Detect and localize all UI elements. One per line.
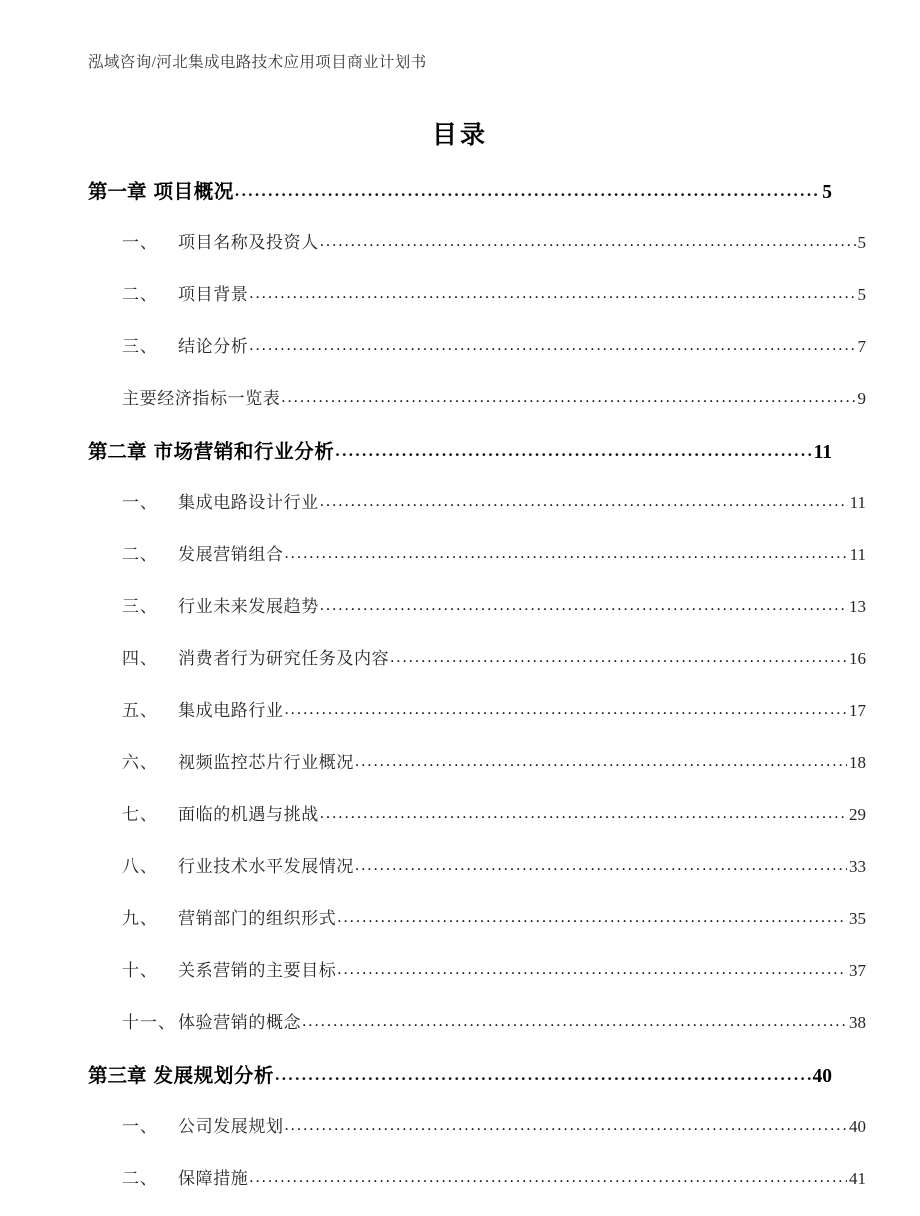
toc-dot-leader xyxy=(320,805,847,823)
toc-entry[interactable] xyxy=(88,228,866,280)
toc-entry[interactable] xyxy=(88,748,866,800)
toc-dot-leader xyxy=(390,649,847,667)
toc-entry[interactable] xyxy=(88,696,866,748)
toc-entry-page-number: 17 xyxy=(849,701,866,720)
toc-entry-label: 营销部门的组织形式 xyxy=(178,909,337,928)
toc-entry-number: 一、 xyxy=(122,233,158,252)
toc-dot-leader xyxy=(320,493,848,511)
toc-entry-page-number: 18 xyxy=(849,753,866,772)
table-of-contents xyxy=(88,176,866,1216)
toc-entry-page-number: 5 xyxy=(857,233,866,252)
toc-entry[interactable] xyxy=(88,956,866,1008)
running-header: 泓域咨询/河北集成电路技术应用项目商业计划书 xyxy=(88,54,427,71)
toc-entry-page-number: 13 xyxy=(849,597,866,616)
toc-entry-label: 集成电路设计行业 xyxy=(178,493,319,512)
toc-dot-leader xyxy=(355,753,847,771)
toc-dot-leader xyxy=(249,337,855,355)
toc-entry-number: 二、 xyxy=(122,1169,158,1188)
toc-entry-label: 公司发展规划 xyxy=(178,1117,284,1136)
toc-entry-number: 十一、 xyxy=(122,1013,176,1032)
toc-dot-leader xyxy=(285,545,848,563)
toc-entry-label: 面临的机遇与挑战 xyxy=(178,805,319,824)
toc-entry[interactable] xyxy=(88,1060,832,1112)
toc-entry-page-number: 29 xyxy=(849,805,866,824)
toc-dot-leader xyxy=(281,389,855,407)
toc-dot-leader xyxy=(285,701,847,719)
toc-entry-label: 项目背景 xyxy=(178,285,249,304)
toc-entry[interactable] xyxy=(88,1112,866,1164)
toc-entry-number: 三、 xyxy=(122,337,158,356)
toc-entry-number: 三、 xyxy=(122,597,158,616)
toc-entry[interactable] xyxy=(88,176,832,228)
toc-dot-leader xyxy=(249,285,855,303)
toc-entry-number: 七、 xyxy=(122,805,158,824)
toc-entry[interactable] xyxy=(88,488,866,540)
toc-dot-leader xyxy=(275,1065,810,1085)
toc-entry-number: 二、 xyxy=(122,545,158,564)
toc-entry-number: 第三章 xyxy=(88,1066,147,1087)
toc-entry-label: 主要经济指标一览表 xyxy=(122,389,281,408)
toc-entry-number: 四、 xyxy=(122,649,158,668)
toc-entry-number: 一、 xyxy=(122,493,158,512)
toc-entry[interactable] xyxy=(88,800,866,852)
toc-entry-label: 行业技术水平发展情况 xyxy=(178,857,354,876)
toc-entry-label: 视频监控芯片行业概况 xyxy=(178,753,354,772)
toc-entry-page-number: 5 xyxy=(857,285,866,304)
toc-entry-number: 第二章 xyxy=(88,442,147,463)
toc-dot-leader xyxy=(320,233,856,251)
toc-entry-label: 行业未来发展趋势 xyxy=(178,597,319,616)
toc-entry[interactable] xyxy=(88,592,866,644)
toc-dot-leader xyxy=(337,909,847,927)
toc-entry-page-number: 9 xyxy=(857,389,866,408)
toc-entry[interactable] xyxy=(88,280,866,332)
toc-entry-label: 集成电路行业 xyxy=(178,701,284,720)
toc-entry-label: 项目概况 xyxy=(153,182,234,203)
page-title: 目录 xyxy=(431,122,488,149)
toc-dot-leader xyxy=(285,1117,847,1135)
toc-entry-label: 保障措施 xyxy=(178,1169,249,1188)
toc-entry-page-number: 7 xyxy=(857,337,866,356)
toc-entry-label: 市场营销和行业分析 xyxy=(153,442,335,463)
toc-entry-label: 发展规划分析 xyxy=(153,1066,275,1087)
toc-dot-leader xyxy=(355,857,847,875)
toc-entry-label: 发展营销组合 xyxy=(178,545,284,564)
toc-entry-page-number: 38 xyxy=(849,1013,866,1032)
toc-entry-number: 第一章 xyxy=(88,182,147,203)
toc-entry-number: 九、 xyxy=(122,909,158,928)
toc-entry-label: 关系营销的主要目标 xyxy=(178,961,337,980)
toc-entry-label: 项目名称及投资人 xyxy=(178,233,319,252)
toc-entry-page-number: 11 xyxy=(849,493,866,512)
toc-entry[interactable] xyxy=(88,1164,866,1216)
toc-entry-page-number: 11 xyxy=(813,442,832,463)
toc-entry[interactable] xyxy=(88,1008,866,1060)
toc-entry-number: 十、 xyxy=(122,961,158,980)
toc-dot-leader xyxy=(249,1169,847,1187)
toc-entry[interactable] xyxy=(88,436,832,488)
toc-entry-page-number: 40 xyxy=(849,1117,866,1136)
toc-entry[interactable] xyxy=(88,904,866,956)
toc-entry-page-number: 11 xyxy=(849,545,866,564)
toc-entry-number: 六、 xyxy=(122,753,158,772)
toc-entry[interactable] xyxy=(88,644,866,696)
toc-entry-number: 一、 xyxy=(122,1117,158,1136)
toc-entry-page-number: 40 xyxy=(812,1066,832,1087)
toc-entry-number: 八、 xyxy=(122,857,158,876)
toc-entry-page-number: 41 xyxy=(849,1169,866,1188)
toc-dot-leader xyxy=(302,1013,847,1031)
toc-dot-leader xyxy=(335,441,811,461)
toc-dot-leader xyxy=(320,597,847,615)
toc-entry-page-number: 33 xyxy=(849,857,866,876)
toc-entry[interactable] xyxy=(88,332,866,384)
toc-dot-leader xyxy=(337,961,847,979)
toc-entry-label: 体验营销的概念 xyxy=(178,1013,302,1032)
toc-entry[interactable] xyxy=(88,852,866,904)
toc-entry-label: 结论分析 xyxy=(178,337,249,356)
toc-entry-page-number: 37 xyxy=(849,961,866,980)
toc-entry[interactable] xyxy=(88,384,866,436)
toc-entry-page-number: 5 xyxy=(822,182,832,203)
toc-entry-page-number: 16 xyxy=(849,649,866,668)
toc-entry-number: 二、 xyxy=(122,285,158,304)
toc-entry-page-number: 35 xyxy=(849,909,866,928)
toc-entry[interactable] xyxy=(88,540,866,592)
toc-entry-label: 消费者行为研究任务及内容 xyxy=(178,649,390,668)
toc-dot-leader xyxy=(235,181,820,201)
toc-entry-number: 五、 xyxy=(122,701,158,720)
